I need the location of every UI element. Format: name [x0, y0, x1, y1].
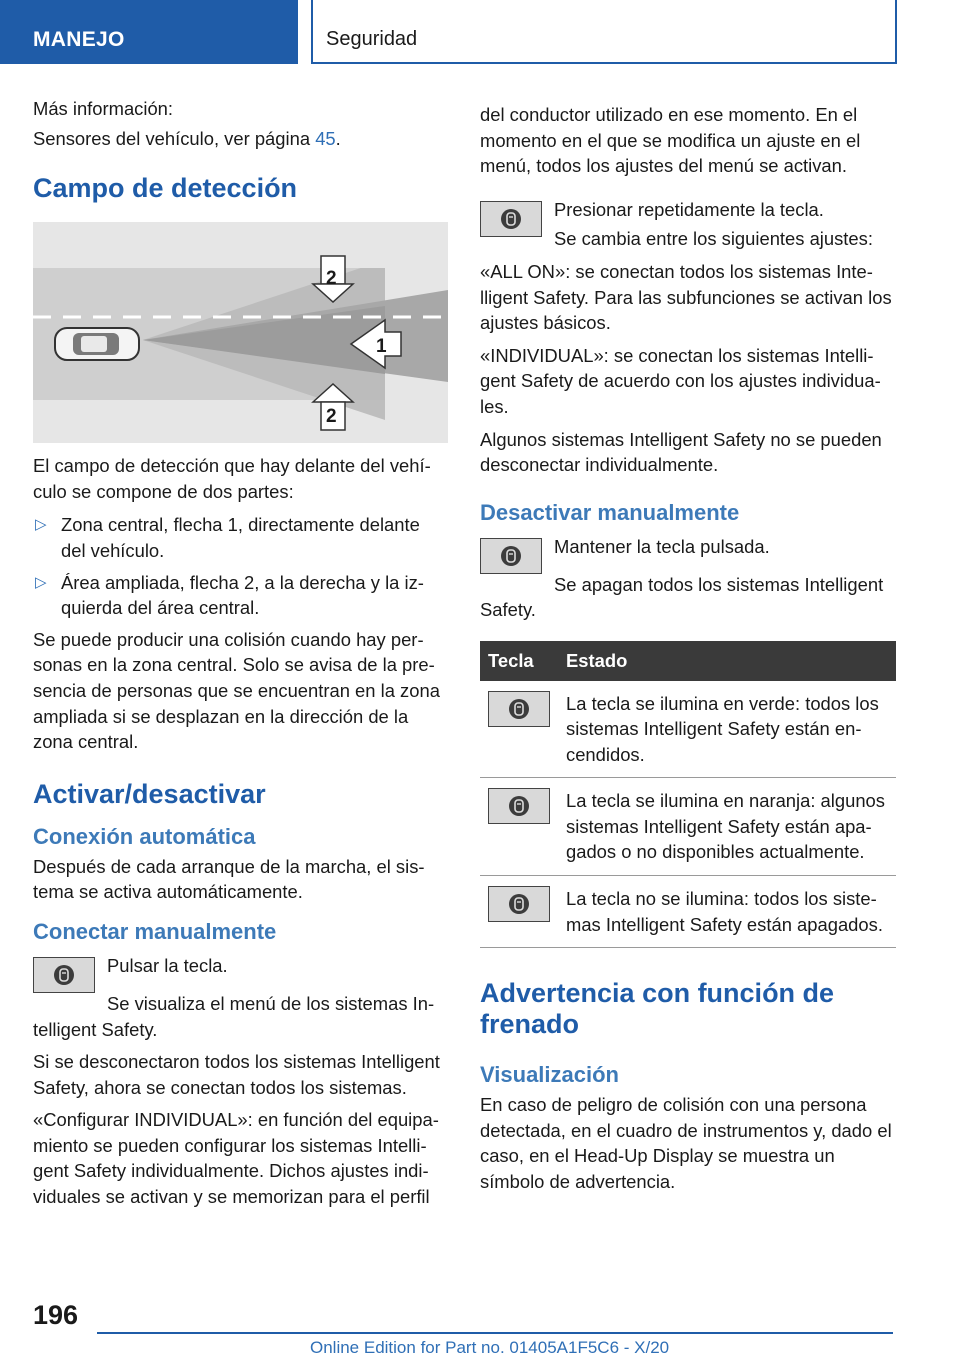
auto-connect-text: Después de cada arranque de la marcha, el sistema se activa automáticamente. [33, 855, 425, 903]
individual-text: «INDIVIDUAL»: se conectan los sistemas Intelligent Safety de acuerdo con los ajustes individuales. [480, 344, 881, 417]
intelligent-safety-icon [51, 962, 77, 988]
manual-on-row [33, 953, 448, 993]
more-info-label: Más información: [33, 98, 174, 119]
status-cell: La tecla no se ilumina: todos los sistemas Intelligent Safety están apagados. [558, 876, 896, 948]
status-cell: La tecla se ilumina en naranja: algunos sistemas Intelligent Safety están apagados o no disponibles actualmente. [558, 778, 896, 876]
display-text: En caso de peligro de colisión con una persona detectada, en el cuadro de instrumentos y, dado el caso, en el Head-Up Display se muestra un símbolo de advertencia. [480, 1094, 892, 1193]
svg-text:2: 2 [326, 406, 337, 428]
svg-text:2: 2 [326, 268, 337, 290]
footer-divider [97, 1332, 893, 1334]
table-row [480, 876, 896, 948]
intelligent-safety-icon [498, 543, 524, 569]
right-column [480, 102, 896, 1202]
header-section: MANEJO [33, 28, 125, 51]
intelligent-safety-icon [506, 696, 532, 722]
press-key-text: Pulsar la tecla. [107, 954, 228, 976]
header-chapter-box [311, 0, 897, 64]
if-disconnected-text: Si se desconectaron todos los sistemas Intelligent Safety, ahora se conectan todos los sistemas. [33, 1051, 440, 1098]
left-column [33, 96, 448, 1217]
heading-detection-field: Campo de detección [33, 173, 298, 204]
list-item: ▷ Zona central, flecha 1, directamente delante del vehículo. [35, 514, 420, 561]
table-header-row [480, 641, 896, 681]
table-header-status: Estado [558, 641, 896, 681]
table-row [480, 681, 896, 778]
page-number: 196 [33, 1300, 79, 1330]
heading-manual-on: Conectar manualmente [33, 918, 277, 944]
key-green-icon [488, 691, 550, 727]
heading-auto-connect: Conexión automática [33, 823, 256, 849]
status-cell: La tecla se ilumina en verde: todos los sistemas Intelligent Safety están encendidos. [558, 681, 896, 778]
all-on-text: «ALL ON»: se conectan todos los sistemas Intelligent Safety. Para las subfunciones se activan los ajustes básicos. [480, 260, 892, 334]
heading-manual-off: Desactivar manualmente [480, 499, 740, 525]
heading-activate: Activar/desactivar [33, 778, 266, 809]
heading-brake-warning: Advertencia con función de frenado [480, 978, 835, 1040]
detection-field-diagram [33, 222, 448, 443]
footer-edition: Online Edition for Part no. 01405A1F5C6 - X/20 [310, 1338, 670, 1357]
detection-parts-list [33, 512, 448, 620]
intelligent-safety-button[interactable] [33, 957, 95, 993]
intelligent-safety-icon [498, 206, 524, 232]
sensors-reference: Sensores del vehículo, ver página 45. [33, 127, 341, 149]
key-off-icon [488, 886, 550, 922]
triangle-bullet-icon: ▷ [35, 573, 47, 591]
switch-settings-text: Se cambia entre los siguientes ajustes: [554, 228, 873, 250]
press-repeat-row [480, 197, 896, 259]
table-row [480, 778, 896, 876]
header-chapter: Seguridad [326, 28, 418, 50]
menu-shown-text: Se visualiza el menú de los sistemas Intelligent Safety. [33, 992, 435, 1040]
cannot-disconnect-text: Algunos sistemas Intelligent Safety no se pueden desconectar individualmente. [480, 428, 882, 476]
list-item: ▷ Área ampliada, flecha 2, a la derecha y la izquierda del área central. [35, 571, 424, 619]
table-header-key: Tecla [480, 641, 558, 681]
press-repeat-text: Presionar repetidamente la tecla. [554, 198, 824, 220]
collision-text: Se puede producir una colisión cuando hay personas en la zona central. Solo se avisa de la presencia de personas que se encuentran en la zona ampliada si se desplazan en la dirección de la zona central. [33, 628, 440, 753]
car-icon [55, 328, 139, 360]
header-section-tab [0, 0, 298, 64]
svg-text:1: 1 [376, 336, 387, 358]
page-link-45[interactable]: 45 [315, 127, 336, 149]
heading-display: Visualización [480, 1062, 619, 1088]
intelligent-safety-icon [506, 793, 532, 819]
hold-key-text: Mantener la tecla pulsada. [554, 535, 770, 557]
key-orange-icon [488, 788, 550, 824]
detection-field-figure [33, 222, 448, 443]
intelligent-safety-button[interactable] [480, 201, 542, 237]
triangle-bullet-icon: ▷ [35, 516, 47, 534]
configure-individual-text: «Configurar INDIVIDUAL»: en función del equipamiento se pueden configurar los sistemas Intelligent Safety individualmente. Dichos ajustes individuales se activan y se memorizan para el perfil [33, 1109, 439, 1208]
intelligent-safety-icon [506, 891, 532, 917]
intelligent-safety-button[interactable] [480, 538, 542, 574]
manual-off-row [480, 534, 896, 574]
detection-intro: El campo de detección que hay delante del vehículo se compone de dos partes: [33, 455, 431, 502]
continued-text: del conductor utilizado en ese momento. En el momento en el que se modifica un ajuste en el menú, todos los ajustes del menú se activan. [480, 104, 861, 177]
all-off-text: Se apagan todos los sistemas Intelligent Safety. [480, 573, 884, 621]
key-status-table [480, 641, 896, 948]
